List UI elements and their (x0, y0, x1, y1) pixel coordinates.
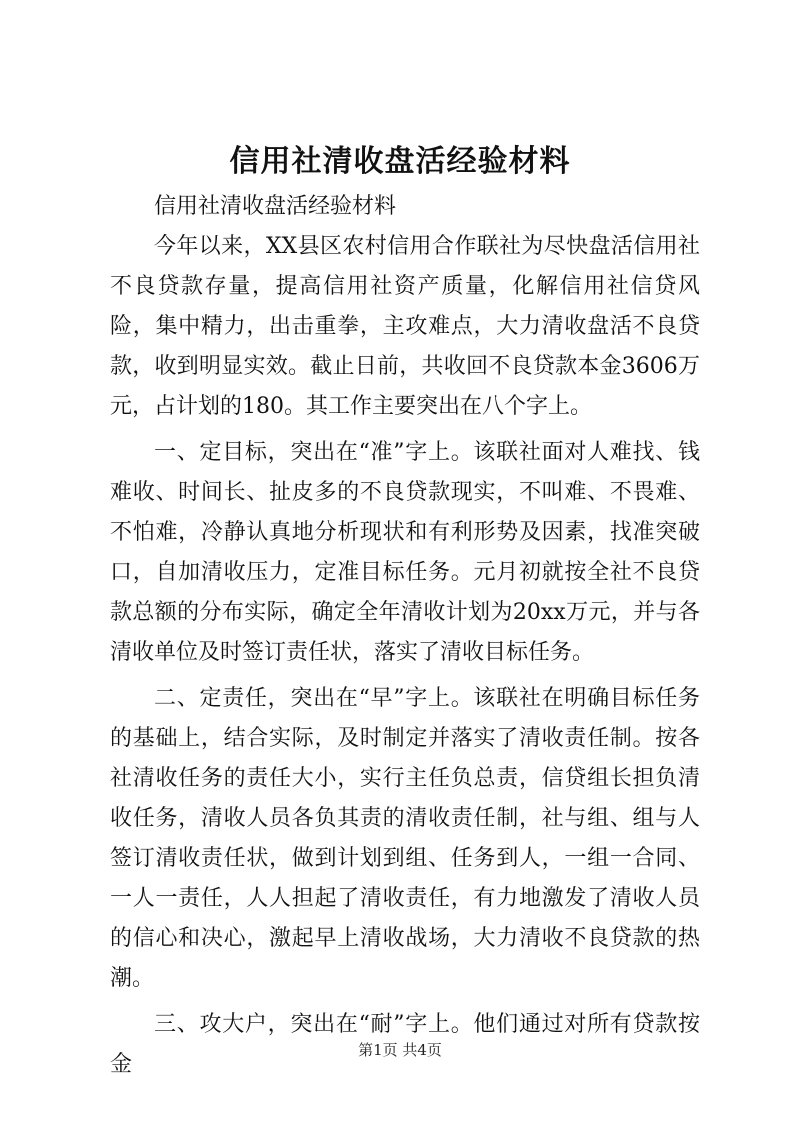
document-title: 信用社清收盘活经验材料 (229, 144, 571, 179)
section-one-paragraph: 一、定目标，突出在“准”字上。该联社面对人难找、钱难收、时间长、扯皮多的不良贷款现实，不叫难、不畏难、不怕难，冷静认真地分析现状和有利形势及因素，找准突破口，自加清收压力，定准目标任务。元月初就按全社不良贷款总额的分布实际，确定全年清收计划为20xx万元，并与各清收单位及时签订责任状，落实了清收目标任务。 (110, 440, 700, 665)
document-body (110, 187, 700, 1085)
intro-paragraph: 今年以来，XX县区农村信用合作联社为尽快盘活信用社不良贷款存量，提高信用社资产质量，化解信用社信贷风险，集中精力，出击重拳，主攻难点，大力清收盘活不良贷款，收到明显实效。截止日前，共收回不良贷款本金3606万元，占计划的180。其工作主要突出在八个字上。 (110, 234, 700, 419)
section-two-paragraph: 二、定责任，突出在“早”字上。该联社在明确目标任务的基础上，结合实际，及时制定并落实了清收责任制。按各社清收任务的责任大小，实行主任负总责，信贷组长担负清收任务，清收人员各负其责的清收责任制，社与组、组与人签订清收责任状，做到计划到组、任务到人，一组一合同、一人一责任，人人担起了清收责任，有力地激发了清收人员的信心和决心，激起早上清收战场，大力清收不良贷款的热潮。 (110, 686, 700, 991)
subtitle-paragraph: 信用社清收盘活经验材料 (154, 194, 397, 219)
page-indicator: 第1页 共4页 (358, 1041, 442, 1059)
section-three-paragraph: 三、攻大户，突出在“耐”字上。他们通过对所有贷款按金 (110, 1012, 700, 1077)
